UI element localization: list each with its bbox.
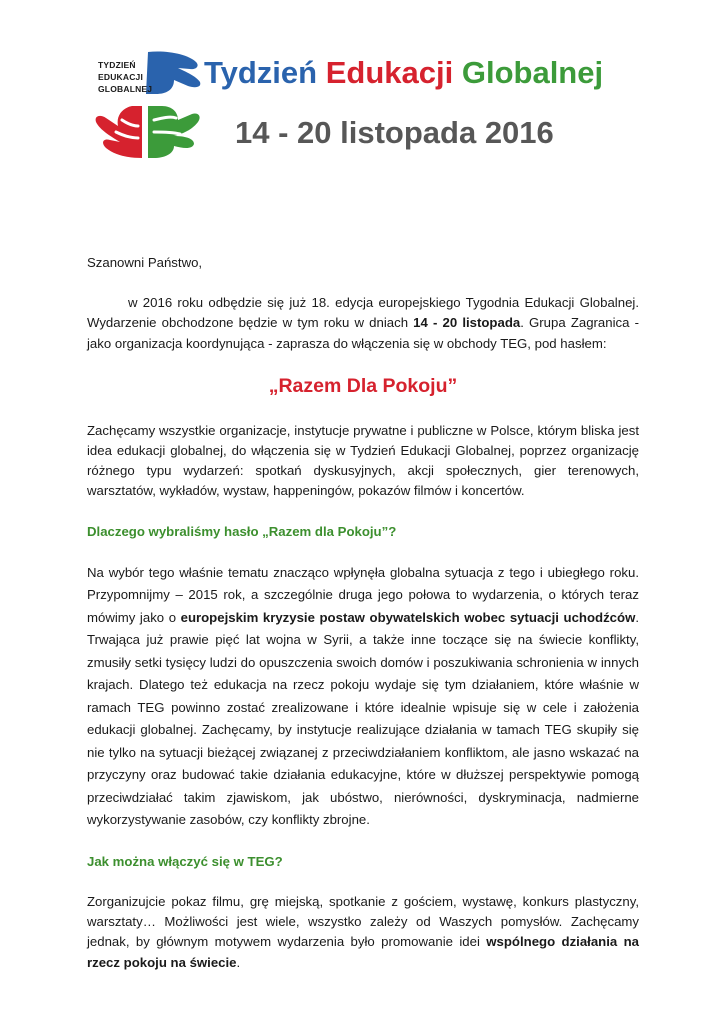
title-word-tydzien: Tydzień: [204, 55, 318, 90]
logo-line-3: GLOBALNEJ: [98, 84, 153, 94]
how-text-1: Zorganizujcie pokaz filmu, grę miejską, spotkanie z gościem, wystawę, konkurs plastyczny, warsztaty… Możliwości jest wiele, wszystko zależy od Waszych pomysłów. Zachęcamy jednak, by głównym motywem wydarzenia było promowanie idei: [87, 894, 639, 950]
letter-body: [87, 253, 639, 973]
intro-text-2: . Grupa Zagranica - jako organizacja koordynująca - zaprasza do włączenia się w obchody TEG, pod hasłem:: [87, 315, 639, 351]
motto-title: „Razem Dla Pokoju”: [268, 374, 458, 397]
intro-text-1: w 2016 roku odbędzie się już 18. edycja europejskiego Tygodnia Edukacji Globalnej. Wydarzenie obchodzone będzie w tym roku w dniach: [87, 295, 639, 331]
why-bold-text: europejskim kryzysie postaw obywatelskich wobec sytuacji uchodźców: [180, 609, 636, 625]
logo-line-2: EDUKACJI: [98, 72, 144, 82]
how-text-2: .: [236, 954, 241, 970]
intro-paragraph: [87, 293, 639, 354]
title-word-globalnej: Globalnej: [461, 55, 604, 90]
why-text-2: . Trwająca już prawie pięć lat wojna w Syrii, a także inne toczące się na świecie konflikty, zmusiły setki tysięcy ludzi do opuszczenia swoich domów i poszukiwania schronienia w innych krajach. Dlatego też edukacja na rzecz pokoju wydaje się tym działaniem, które właśnie w ramach TEG powinno zostać zrealizowane i które idealnie wpisuje się w cele i założenia edukacji globalnej. Zachęcamy, by instytucje realizujące działania w tamach TEG skupiły się nie tylko na sytuacji bieżącej związanej z przeciwdziałaniem konfliktom, ale jasno wskazać na przyczyny oraz budować takie działania edukacyjne, które w dłuższej perspektywie pomogą przeciwdziałać takim zjawiskom, jak ubóstwo, nierówności, dyskryminacja, nadmierne wykorzystywanie zasobów, czy konflikty zbrojne.: [87, 609, 639, 828]
invite-paragraph: Zachęcamy wszystkie organizacje, instytucje prywatne i publiczne w Polsce, którym bliska jest idea edukacji globalnej, do włączenia się w Tydzień Edukacji Globalnej, poprzez organizację różnego typu wydarzeń: spotkań dyskusyjnych, akcji społecznych, gier terenowych, warsztatów, wykładów, wystaw, happeningów, pokazów filmów i koncertów.: [87, 422, 639, 499]
how-bold-text: wspólnego działania na rzecz pokoju na świecie: [87, 934, 639, 970]
event-dates: 14 - 20 listopada 2016: [235, 115, 554, 150]
intro-dates-bold: 14 - 20 listopada: [413, 315, 521, 331]
event-title: [204, 53, 603, 93]
section-heading-how: Jak można włączyć się w TEG?: [87, 853, 283, 869]
event-header: [92, 50, 652, 160]
section-heading-why: Dlaczego wybraliśmy hasło „Razem dla Pokoju”?: [87, 523, 397, 539]
hands-logo-icon: [92, 50, 202, 160]
title-word-edukacji: Edukacji: [325, 55, 454, 90]
greeting: Szanowni Państwo,: [87, 255, 203, 270]
why-paragraph: [87, 562, 639, 832]
logo-line-1: TYDZIEŃ: [98, 60, 136, 70]
how-paragraph: [87, 892, 639, 973]
why-text-1: Na wybór tego właśnie tematu znacząco wpłynęła globalna sytuacja z tego i ubiegłego roku. Przypomnijmy – 2015 rok, a szczególnie druga jego połowa to wydarzenia, o których teraz mówimy jako o: [87, 564, 639, 625]
